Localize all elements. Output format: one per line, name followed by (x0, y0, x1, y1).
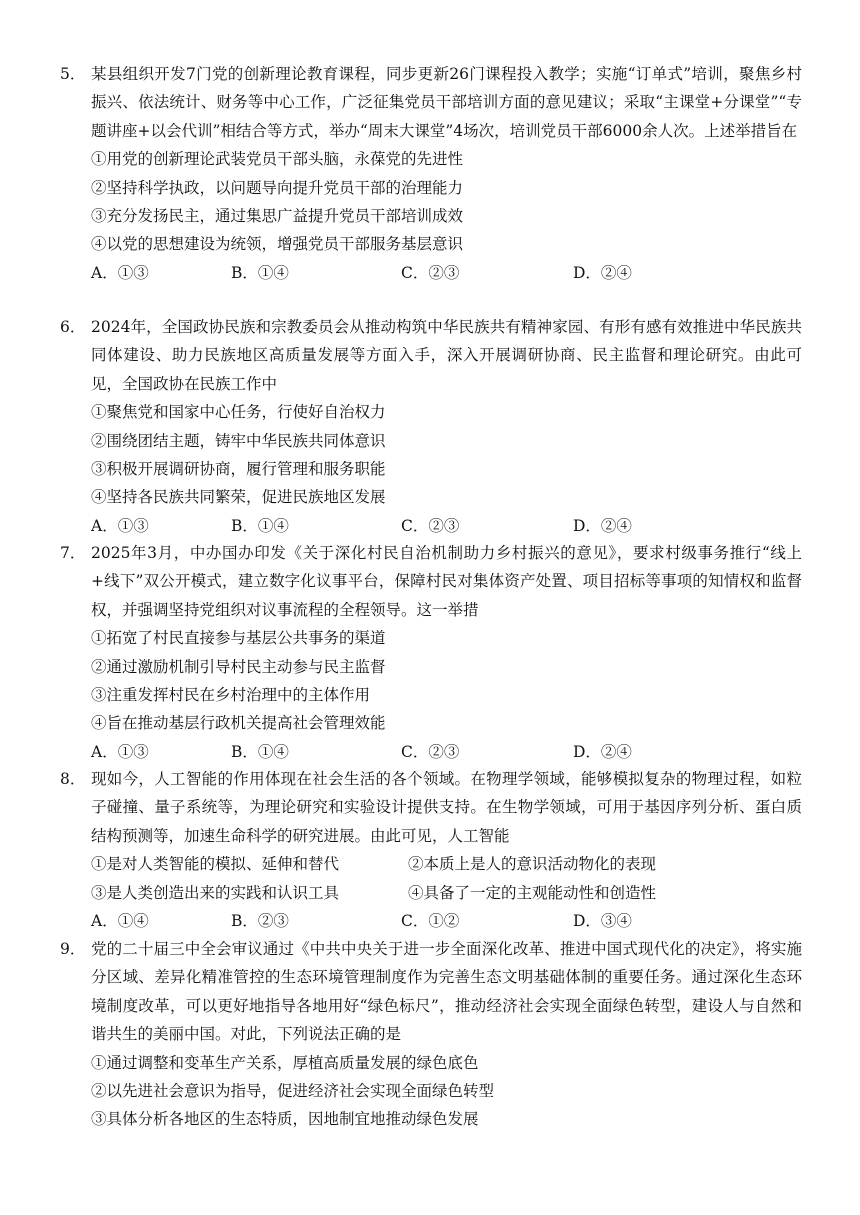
option-4: ④以党的思想建设为统领，增强党员干部服务基层意识 (91, 235, 464, 254)
question-8 (60, 765, 802, 935)
question-number: 5． (60, 65, 86, 83)
choice-d[interactable]: D．②④ (573, 263, 632, 282)
answer-choices (60, 259, 802, 287)
choice-b[interactable]: B．①④ (231, 263, 289, 282)
question-number: 7． (60, 544, 86, 562)
answer-choices (60, 512, 802, 540)
option-1: ①聚焦党和国家中心任务，行使好自治权力 (91, 403, 386, 422)
option-2: ②通过激励机制引导村民主动参与民主监督 (91, 657, 386, 676)
question-stem: 2025年3月，中办国办印发《关于深化村民自治机制助力乡村振兴的意见》，要求村级事务推行“线上+线下”双公开模式，建立数字化议事平台，保障村民对集体资产处置、项目招标等事项的知情权和监督权，并强调坚持党组织对议事流程的全程领导。这一举措 (91, 544, 802, 619)
option-2: ②本质上是人的意识活动物化的表现 (408, 855, 657, 874)
option-2: ②围绕团结主题，铸牢中华民族共同体意识 (91, 431, 386, 450)
choice-c[interactable]: C．①② (401, 912, 460, 931)
choice-c[interactable]: C．②③ (401, 516, 460, 535)
option-3: ③注重发挥村民在乡村治理中的主体作用 (91, 686, 371, 705)
choice-d[interactable]: D．③④ (573, 912, 632, 931)
option-3: ③具体分析各地区的生态特质，因地制宜地推动绿色发展 (91, 1110, 479, 1129)
choice-a[interactable]: A．①③ (91, 263, 149, 282)
choice-d[interactable]: D．②④ (573, 516, 632, 535)
option-row-2 (60, 879, 802, 907)
option-4: ④具备了一定的主观能动性和创造性 (408, 883, 657, 902)
question-stem: 现如今，人工智能的作用体现在社会生活的各个领域。在物理学领域，能够模拟复杂的物理过程，如粒子碰撞、量子系统等，为理论研究和实验设计提供支持。在生物学领域，可用于基因序列分析、蛋白质结构预测等，加速生命科学的研究进展。由此可见，人工智能 (91, 770, 802, 845)
choice-c[interactable]: C．②③ (401, 742, 460, 761)
option-1: ①是对人类智能的模拟、延伸和替代 (91, 855, 340, 874)
option-2: ②坚持科学执政，以问题导向提升党员干部的治理能力 (91, 178, 464, 197)
choice-b[interactable]: B．②③ (231, 912, 289, 931)
choice-a[interactable]: A．①④ (91, 912, 149, 931)
choice-a[interactable]: A．①③ (91, 516, 149, 535)
option-row-1 (60, 850, 802, 878)
question-number: 8． (60, 770, 86, 788)
option-4: ④坚持各民族共同繁荣，促进民族地区发展 (91, 488, 386, 507)
choice-b[interactable]: B．①④ (231, 516, 289, 535)
option-2: ②以先进社会意识为指导，促进经济社会实现全面绿色转型 (91, 1082, 495, 1101)
option-4: ④旨在推动基层行政机关提高社会管理效能 (91, 714, 386, 733)
question-7 (60, 539, 802, 766)
question-9 (60, 935, 802, 1134)
option-3: ③积极开展调研协商，履行管理和服务职能 (91, 460, 386, 479)
choice-d[interactable]: D．②④ (573, 742, 632, 761)
answer-choices (60, 738, 802, 766)
choice-c[interactable]: C．②③ (401, 263, 460, 282)
question-stem: 党的二十届三中全会审议通过《中共中央关于进一步全面深化改革、推进中国式现代化的决定》，将实施分区域、差异化精准管控的生态环境管理制度作为完善生态文明基础体制的重要任务。通过深化生态环境制度改革，可以更好地指导各地用好“绿色标尺”，推动经济社会实现全面绿色转型，建设人与自然和谐共生的美丽中国。对此，下列说法正确的是 (91, 940, 802, 1044)
choice-a[interactable]: A．①③ (91, 742, 149, 761)
option-3: ③充分发扬民主，通过集思广益提升党员干部培训成效 (91, 207, 464, 226)
question-6 (60, 313, 802, 540)
option-1: ①拓宽了村民直接参与基层公共事务的渠道 (91, 629, 386, 648)
option-3: ③是人类创造出来的实践和认识工具 (91, 883, 340, 902)
question-number: 9． (60, 940, 86, 958)
option-1: ①用党的创新理论武装党员干部头脑，永葆党的先进性 (91, 150, 464, 169)
question-stem: 2024年，全国政协民族和宗教委员会从推动构筑中华民族共有精神家园、有形有感有效推进中华民族共同体建设、助力民族地区高质量发展等方面入手，深入开展调研协商、民主监督和理论研究。由此可见，全国政协在民族工作中 (91, 318, 802, 393)
question-stem: 某县组织开发7门党的创新理论教育课程，同步更新26门课程投入教学；实施“订单式”培训，聚焦乡村振兴、依法统计、财务等中心工作，广泛征集党员干部培训方面的意见建议；采取“主课堂+分课堂”“专题讲座+以会代训”相结合等方式，举办“周末大课堂”4场次，培训党员干部6000余人次。上述举措旨在 (91, 65, 802, 140)
option-1: ①通过调整和变革生产关系，厚植高质量发展的绿色底色 (91, 1053, 479, 1072)
question-number: 6． (60, 318, 86, 336)
choice-b[interactable]: B．①④ (231, 742, 289, 761)
question-5 (60, 60, 802, 287)
answer-choices (60, 907, 802, 935)
